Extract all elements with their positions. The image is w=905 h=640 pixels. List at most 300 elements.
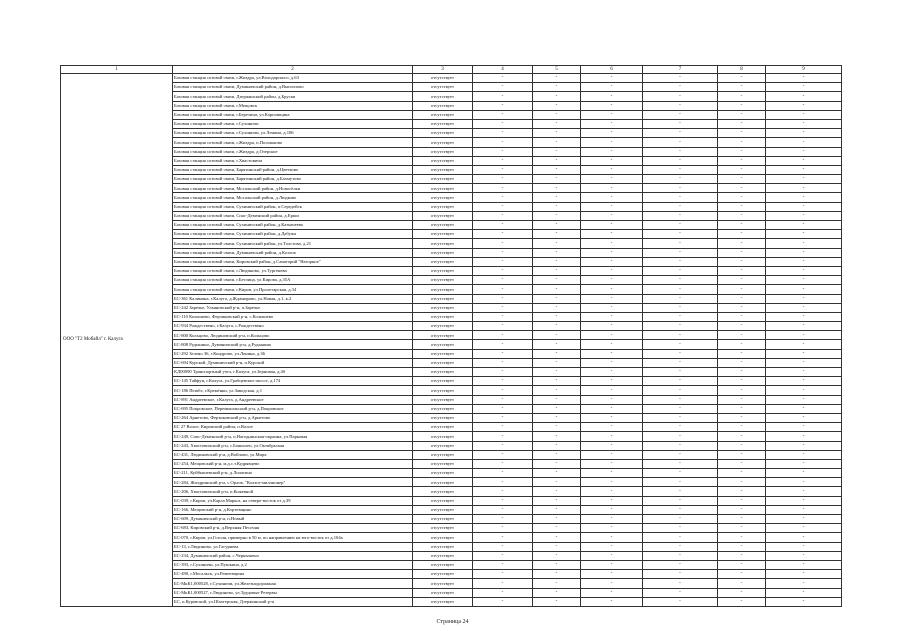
status-cell: отсутствует xyxy=(413,423,473,432)
status-cell: отсутствует xyxy=(413,588,473,597)
dash-cell: - xyxy=(533,211,581,220)
object-name-cell: БС-039, г.Киров, ул.Карла Маркса, на северо-восток от д.39 xyxy=(173,496,413,505)
dash-cell: - xyxy=(473,294,533,303)
dash-cell: - xyxy=(643,129,718,138)
object-name-cell: БС-249, Спас-Деменский р-н, п.Нагоднинская-окраина, ул.Парковая xyxy=(173,432,413,441)
status-cell: отсутствует xyxy=(413,524,473,533)
table-row xyxy=(61,459,842,468)
dash-cell: - xyxy=(766,110,842,119)
status-cell: отсутствует xyxy=(413,230,473,239)
dash-cell: - xyxy=(766,193,842,202)
dash-cell: - xyxy=(718,570,766,579)
dash-cell: - xyxy=(643,560,718,569)
dash-cell: - xyxy=(473,340,533,349)
dash-cell: - xyxy=(643,487,718,496)
dash-cell: - xyxy=(581,202,643,211)
dash-cell: - xyxy=(533,175,581,184)
dash-cell: - xyxy=(643,441,718,450)
header-row xyxy=(61,66,842,74)
status-cell: отсутствует xyxy=(413,459,473,468)
dash-cell: - xyxy=(581,450,643,459)
object-name-cell: Базовая станция сотовой связи, Спас-Деменский район, д.Ерши xyxy=(173,211,413,220)
table-row xyxy=(61,505,842,514)
dash-cell: - xyxy=(766,257,842,266)
dash-cell: - xyxy=(643,248,718,257)
dash-cell: - xyxy=(718,285,766,294)
dash-cell: - xyxy=(718,450,766,459)
dash-cell: - xyxy=(581,221,643,230)
dash-cell: - xyxy=(766,450,842,459)
status-cell: отсутствует xyxy=(413,129,473,138)
dash-cell: - xyxy=(643,312,718,321)
dash-cell: - xyxy=(581,211,643,220)
dash-cell: - xyxy=(766,404,842,413)
dash-cell: - xyxy=(473,230,533,239)
dash-cell: - xyxy=(718,459,766,468)
dash-cell: - xyxy=(718,597,766,606)
status-cell: отсутствует xyxy=(413,505,473,514)
dash-cell: - xyxy=(643,496,718,505)
object-name-cell: Базовая станция сотовой связи, Барятинский район, д.Бахмутово xyxy=(173,175,413,184)
dash-cell: - xyxy=(643,110,718,119)
dash-cell: - xyxy=(473,211,533,220)
dash-cell: - xyxy=(766,515,842,524)
dash-cell: - xyxy=(766,505,842,514)
dash-cell: - xyxy=(643,533,718,542)
table-row xyxy=(61,432,842,441)
dash-cell: - xyxy=(473,138,533,147)
dash-cell: - xyxy=(473,202,533,211)
dash-cell: - xyxy=(643,202,718,211)
table-row xyxy=(61,368,842,377)
table-row xyxy=(61,184,842,193)
table-row xyxy=(61,340,842,349)
dash-cell: - xyxy=(718,184,766,193)
object-name-cell: Базовая станция сотовой связи, г.Березичи, ул.Карповщина xyxy=(173,110,413,119)
dash-cell: - xyxy=(533,377,581,386)
object-name-cell: БС-166, Мещовский р-н, д.Кортовщино xyxy=(173,505,413,514)
document-sheet xyxy=(60,65,842,607)
dash-cell: - xyxy=(533,551,581,560)
dash-cell: - xyxy=(766,524,842,533)
dash-cell: - xyxy=(766,175,842,184)
table-row xyxy=(61,588,842,597)
table-row xyxy=(61,147,842,156)
object-name-cell: БС-361 Калинина, г.Калуга, д.Ждамирово, ул.Новая, д.1, к.2 xyxy=(173,294,413,303)
dash-cell: - xyxy=(581,478,643,487)
table-row xyxy=(61,322,842,331)
object-name-cell: БС-609, Думиничский р-н, п.Новый xyxy=(173,515,413,524)
object-name-cell: Базовая станция сотовой связи, Кировский район, д.Санаторий "Нагорное" xyxy=(173,257,413,266)
dash-cell: - xyxy=(581,322,643,331)
column-header: 6 xyxy=(581,66,643,74)
dash-cell: - xyxy=(533,588,581,597)
dash-cell: - xyxy=(766,459,842,468)
dash-cell: - xyxy=(533,294,581,303)
dash-cell: - xyxy=(473,515,533,524)
dash-cell: - xyxy=(718,211,766,220)
table-row xyxy=(61,239,842,248)
dash-cell: - xyxy=(533,478,581,487)
dash-cell: - xyxy=(533,248,581,257)
status-cell: отсутствует xyxy=(413,211,473,220)
status-cell: отсутствует xyxy=(413,487,473,496)
dash-cell: - xyxy=(581,368,643,377)
dash-cell: - xyxy=(581,358,643,367)
object-name-cell: БС-393, г.Сухиничи, ул.Пушкина, д.2 xyxy=(173,560,413,569)
dash-cell: - xyxy=(718,175,766,184)
status-cell: отсутствует xyxy=(413,138,473,147)
dash-cell: - xyxy=(766,542,842,551)
status-cell: отсутствует xyxy=(413,312,473,321)
dash-cell: - xyxy=(473,570,533,579)
dash-cell: - xyxy=(643,138,718,147)
data-table xyxy=(60,65,842,607)
dash-cell: - xyxy=(533,119,581,128)
dash-cell: - xyxy=(643,404,718,413)
dash-cell: - xyxy=(581,469,643,478)
dash-cell: - xyxy=(766,221,842,230)
dash-cell: - xyxy=(718,83,766,92)
status-cell: отсутствует xyxy=(413,368,473,377)
object-name-cell: Базовая станция сотовой связи, г.Людиново, ул.Тургенева xyxy=(173,266,413,275)
status-cell: отсутствует xyxy=(413,331,473,340)
dash-cell: - xyxy=(718,588,766,597)
table-row xyxy=(61,441,842,450)
dash-cell: - xyxy=(533,570,581,579)
table-row xyxy=(61,202,842,211)
table-row xyxy=(61,395,842,404)
dash-cell: - xyxy=(766,74,842,83)
dash-cell: - xyxy=(718,322,766,331)
dash-cell: - xyxy=(766,478,842,487)
dash-cell: - xyxy=(643,322,718,331)
object-name-cell: БС-145 Тайфун, г.Калуга, ул.Грабцевское шоссе, д.174 xyxy=(173,377,413,386)
dash-cell: - xyxy=(533,441,581,450)
page-number: Страница 24 xyxy=(436,619,469,625)
object-name-cell: БС-694 Курской, Думиничский р-н, п.Курской xyxy=(173,358,413,367)
dash-cell: - xyxy=(766,551,842,560)
dash-cell: - xyxy=(643,119,718,128)
dash-cell: - xyxy=(766,230,842,239)
dash-cell: - xyxy=(473,303,533,312)
dash-cell: - xyxy=(533,74,581,83)
dash-cell: - xyxy=(766,377,842,386)
dash-cell: - xyxy=(581,579,643,588)
dash-cell: - xyxy=(533,202,581,211)
dash-cell: - xyxy=(766,248,842,257)
dash-cell: - xyxy=(643,588,718,597)
status-cell: отсутствует xyxy=(413,266,473,275)
dash-cell: - xyxy=(581,570,643,579)
object-name-cell: БС-186 Пешбэ, г.Кремёнки, ул.Заводская, д.1 xyxy=(173,386,413,395)
dash-cell: - xyxy=(581,459,643,468)
dash-cell: - xyxy=(581,138,643,147)
dash-cell: - xyxy=(766,239,842,248)
status-cell: отсутствует xyxy=(413,386,473,395)
dash-cell: - xyxy=(533,92,581,101)
dash-cell: - xyxy=(533,303,581,312)
dash-cell: - xyxy=(643,156,718,165)
dash-cell: - xyxy=(766,588,842,597)
dash-cell: - xyxy=(473,524,533,533)
dash-cell: - xyxy=(643,294,718,303)
object-name-cell: Базовая станция сотовой связи, г.Бетлица, ул.Кирова, д.35А xyxy=(173,276,413,285)
status-cell: отсутствует xyxy=(413,340,473,349)
dash-cell: - xyxy=(643,432,718,441)
column-header: 5 xyxy=(533,66,581,74)
dash-cell: - xyxy=(581,487,643,496)
dash-cell: - xyxy=(718,119,766,128)
dash-cell: - xyxy=(718,257,766,266)
dash-cell: - xyxy=(533,579,581,588)
dash-cell: - xyxy=(533,312,581,321)
dash-cell: - xyxy=(533,165,581,174)
status-cell: отсутствует xyxy=(413,441,473,450)
dash-cell: - xyxy=(718,202,766,211)
object-name-cell: БС-234, Думиничский район, с.Чернышено xyxy=(173,551,413,560)
dash-cell: - xyxy=(581,184,643,193)
dash-cell: - xyxy=(718,560,766,569)
object-name-cell: БС-683, Кировский р-н, д.Верхняя Песочня xyxy=(173,524,413,533)
status-cell: отсутствует xyxy=(413,221,473,230)
dash-cell: - xyxy=(766,202,842,211)
table-row xyxy=(61,560,842,569)
dash-cell: - xyxy=(766,413,842,422)
dash-cell: - xyxy=(473,276,533,285)
dash-cell: - xyxy=(718,266,766,275)
dash-cell: - xyxy=(766,331,842,340)
column-header: 2 xyxy=(173,66,413,74)
dash-cell: - xyxy=(581,386,643,395)
table-row xyxy=(61,193,842,202)
dash-cell: - xyxy=(643,386,718,395)
dash-cell: - xyxy=(766,340,842,349)
dash-cell: - xyxy=(473,248,533,257)
table-row xyxy=(61,377,842,386)
object-name-cell: Базовая станция сотовой связи, г.Жиздра, п.Полошково xyxy=(173,138,413,147)
dash-cell: - xyxy=(766,570,842,579)
dash-cell: - xyxy=(473,119,533,128)
dash-cell: - xyxy=(718,276,766,285)
dash-cell: - xyxy=(766,266,842,275)
dash-cell: - xyxy=(718,239,766,248)
dash-cell: - xyxy=(533,147,581,156)
dash-cell: - xyxy=(473,505,533,514)
dash-cell: - xyxy=(581,331,643,340)
object-name-cell: БС-МкК1,000528, г.Сухиничи, ул.Железнодорожная xyxy=(173,579,413,588)
dash-cell: - xyxy=(581,496,643,505)
status-cell: отсутствует xyxy=(413,469,473,478)
status-cell: отсутствует xyxy=(413,156,473,165)
status-cell: отсутствует xyxy=(413,294,473,303)
dash-cell: - xyxy=(643,515,718,524)
object-name-cell: БС-264 Арнетово, Ферзиковский р-н, д.Арнетово xyxy=(173,413,413,422)
status-cell: отсутствует xyxy=(413,92,473,101)
dash-cell: - xyxy=(718,395,766,404)
dash-cell: - xyxy=(643,165,718,174)
column-header: 7 xyxy=(643,66,718,74)
object-name-cell: Базовая станция сотовой связи, г.Жиздра, д.Озерское xyxy=(173,147,413,156)
dash-cell: - xyxy=(766,432,842,441)
dash-cell: - xyxy=(581,165,643,174)
dash-cell: - xyxy=(643,276,718,285)
dash-cell: - xyxy=(533,515,581,524)
dash-cell: - xyxy=(473,101,533,110)
dash-cell: - xyxy=(766,147,842,156)
dash-cell: - xyxy=(473,83,533,92)
table-row xyxy=(61,450,842,459)
dash-cell: - xyxy=(533,450,581,459)
dash-cell: - xyxy=(718,404,766,413)
dash-cell: - xyxy=(718,423,766,432)
dash-cell: - xyxy=(473,221,533,230)
object-name-cell: БС-110 Колышево, Ферзиковский р-н, с.Колышево xyxy=(173,312,413,321)
dash-cell: - xyxy=(766,469,842,478)
status-cell: отсутствует xyxy=(413,533,473,542)
dash-cell: - xyxy=(581,441,643,450)
dash-cell: - xyxy=(643,239,718,248)
dash-cell: - xyxy=(766,349,842,358)
dash-cell: - xyxy=(473,377,533,386)
dash-cell: - xyxy=(718,441,766,450)
dash-cell: - xyxy=(581,423,643,432)
dash-cell: - xyxy=(766,101,842,110)
status-cell: отсутствует xyxy=(413,303,473,312)
dash-cell: - xyxy=(718,312,766,321)
dash-cell: - xyxy=(643,83,718,92)
dash-cell: - xyxy=(643,101,718,110)
dash-cell: - xyxy=(643,459,718,468)
status-cell: отсутствует xyxy=(413,395,473,404)
dash-cell: - xyxy=(533,432,581,441)
table-row xyxy=(61,542,842,551)
dash-cell: - xyxy=(533,542,581,551)
dash-cell: - xyxy=(533,331,581,340)
object-name-cell: БС-431, Людиновский р-н, д.Войлово, ул.Мира xyxy=(173,450,413,459)
dash-cell: - xyxy=(473,312,533,321)
dash-cell: - xyxy=(473,533,533,542)
dash-cell: - xyxy=(766,386,842,395)
dash-cell: - xyxy=(766,368,842,377)
dash-cell: - xyxy=(643,147,718,156)
dash-cell: - xyxy=(643,524,718,533)
dash-cell: - xyxy=(581,340,643,349)
dash-cell: - xyxy=(718,358,766,367)
dash-cell: - xyxy=(581,377,643,386)
dash-cell: - xyxy=(643,92,718,101)
dash-cell: - xyxy=(581,193,643,202)
status-cell: отсутствует xyxy=(413,413,473,422)
dash-cell: - xyxy=(473,496,533,505)
dash-cell: - xyxy=(533,156,581,165)
dash-cell: - xyxy=(766,138,842,147)
dash-cell: - xyxy=(533,524,581,533)
organization-cell: ООО "Т2 Мобайл" г. Калуга xyxy=(61,74,173,607)
dash-cell: - xyxy=(533,496,581,505)
table-row xyxy=(61,579,842,588)
object-name-cell: Базовая станция сотовой связи, г.Мещовск xyxy=(173,101,413,110)
table-row xyxy=(61,487,842,496)
dash-cell: - xyxy=(581,147,643,156)
dash-cell: - xyxy=(581,110,643,119)
table-row xyxy=(61,83,842,92)
table-row xyxy=(61,303,842,312)
dash-cell: - xyxy=(581,129,643,138)
dash-cell: - xyxy=(766,119,842,128)
table-row xyxy=(61,533,842,542)
table-row xyxy=(61,248,842,257)
column-header: 9 xyxy=(766,66,842,74)
status-cell: отсутствует xyxy=(413,101,473,110)
dash-cell: - xyxy=(718,303,766,312)
status-cell: отсутствует xyxy=(413,175,473,184)
dash-cell: - xyxy=(533,129,581,138)
dash-cell: - xyxy=(473,257,533,266)
status-cell: отсутствует xyxy=(413,276,473,285)
dash-cell: - xyxy=(533,221,581,230)
dash-cell: - xyxy=(473,441,533,450)
dash-cell: - xyxy=(533,340,581,349)
status-cell: отсутствует xyxy=(413,193,473,202)
dash-cell: - xyxy=(533,560,581,569)
status-cell: отсутствует xyxy=(413,119,473,128)
table-row xyxy=(61,101,842,110)
object-name-cell: Базовая станция сотовой связи, Мосальский район, д.Людково xyxy=(173,193,413,202)
table-row xyxy=(61,138,842,147)
dash-cell: - xyxy=(643,423,718,432)
object-name-cell: Базовая станция сотовой связи, Барятинский район, д.Цветково xyxy=(173,165,413,174)
dash-cell: - xyxy=(581,560,643,569)
dash-cell: - xyxy=(718,110,766,119)
dash-cell: - xyxy=(643,184,718,193)
dash-cell: - xyxy=(533,285,581,294)
table-row xyxy=(61,349,842,358)
dash-cell: - xyxy=(718,505,766,514)
object-name-cell: КД00090 Транспортный узел, г.Калуга, ул.Зерновая, д.4б xyxy=(173,368,413,377)
dash-cell: - xyxy=(718,487,766,496)
dash-cell: - xyxy=(718,129,766,138)
status-cell: отсутствует xyxy=(413,358,473,367)
dash-cell: - xyxy=(718,221,766,230)
dash-cell: - xyxy=(581,276,643,285)
dash-cell: - xyxy=(718,432,766,441)
dash-cell: - xyxy=(473,285,533,294)
table-row xyxy=(61,119,842,128)
dash-cell: - xyxy=(581,230,643,239)
dash-cell: - xyxy=(581,597,643,606)
dash-cell: - xyxy=(581,156,643,165)
dash-cell: - xyxy=(643,175,718,184)
dash-cell: - xyxy=(718,74,766,83)
status-cell: отсутствует xyxy=(413,579,473,588)
status-cell: отсутствует xyxy=(413,257,473,266)
dash-cell: - xyxy=(718,331,766,340)
dash-cell: - xyxy=(581,257,643,266)
object-name-cell: БС 27 Волое, Кировский район, п.Волое xyxy=(173,423,413,432)
dash-cell: - xyxy=(533,138,581,147)
dash-cell: - xyxy=(581,248,643,257)
table-row xyxy=(61,257,842,266)
dash-cell: - xyxy=(766,496,842,505)
dash-cell: - xyxy=(473,450,533,459)
object-name-cell: Базовая станция сотовой связи, г.Жиздра, ул.Володарского, д.63 xyxy=(173,74,413,83)
dash-cell: - xyxy=(533,459,581,468)
dash-cell: - xyxy=(533,358,581,367)
dash-cell: - xyxy=(718,138,766,147)
dash-cell: - xyxy=(581,119,643,128)
dash-cell: - xyxy=(533,266,581,275)
